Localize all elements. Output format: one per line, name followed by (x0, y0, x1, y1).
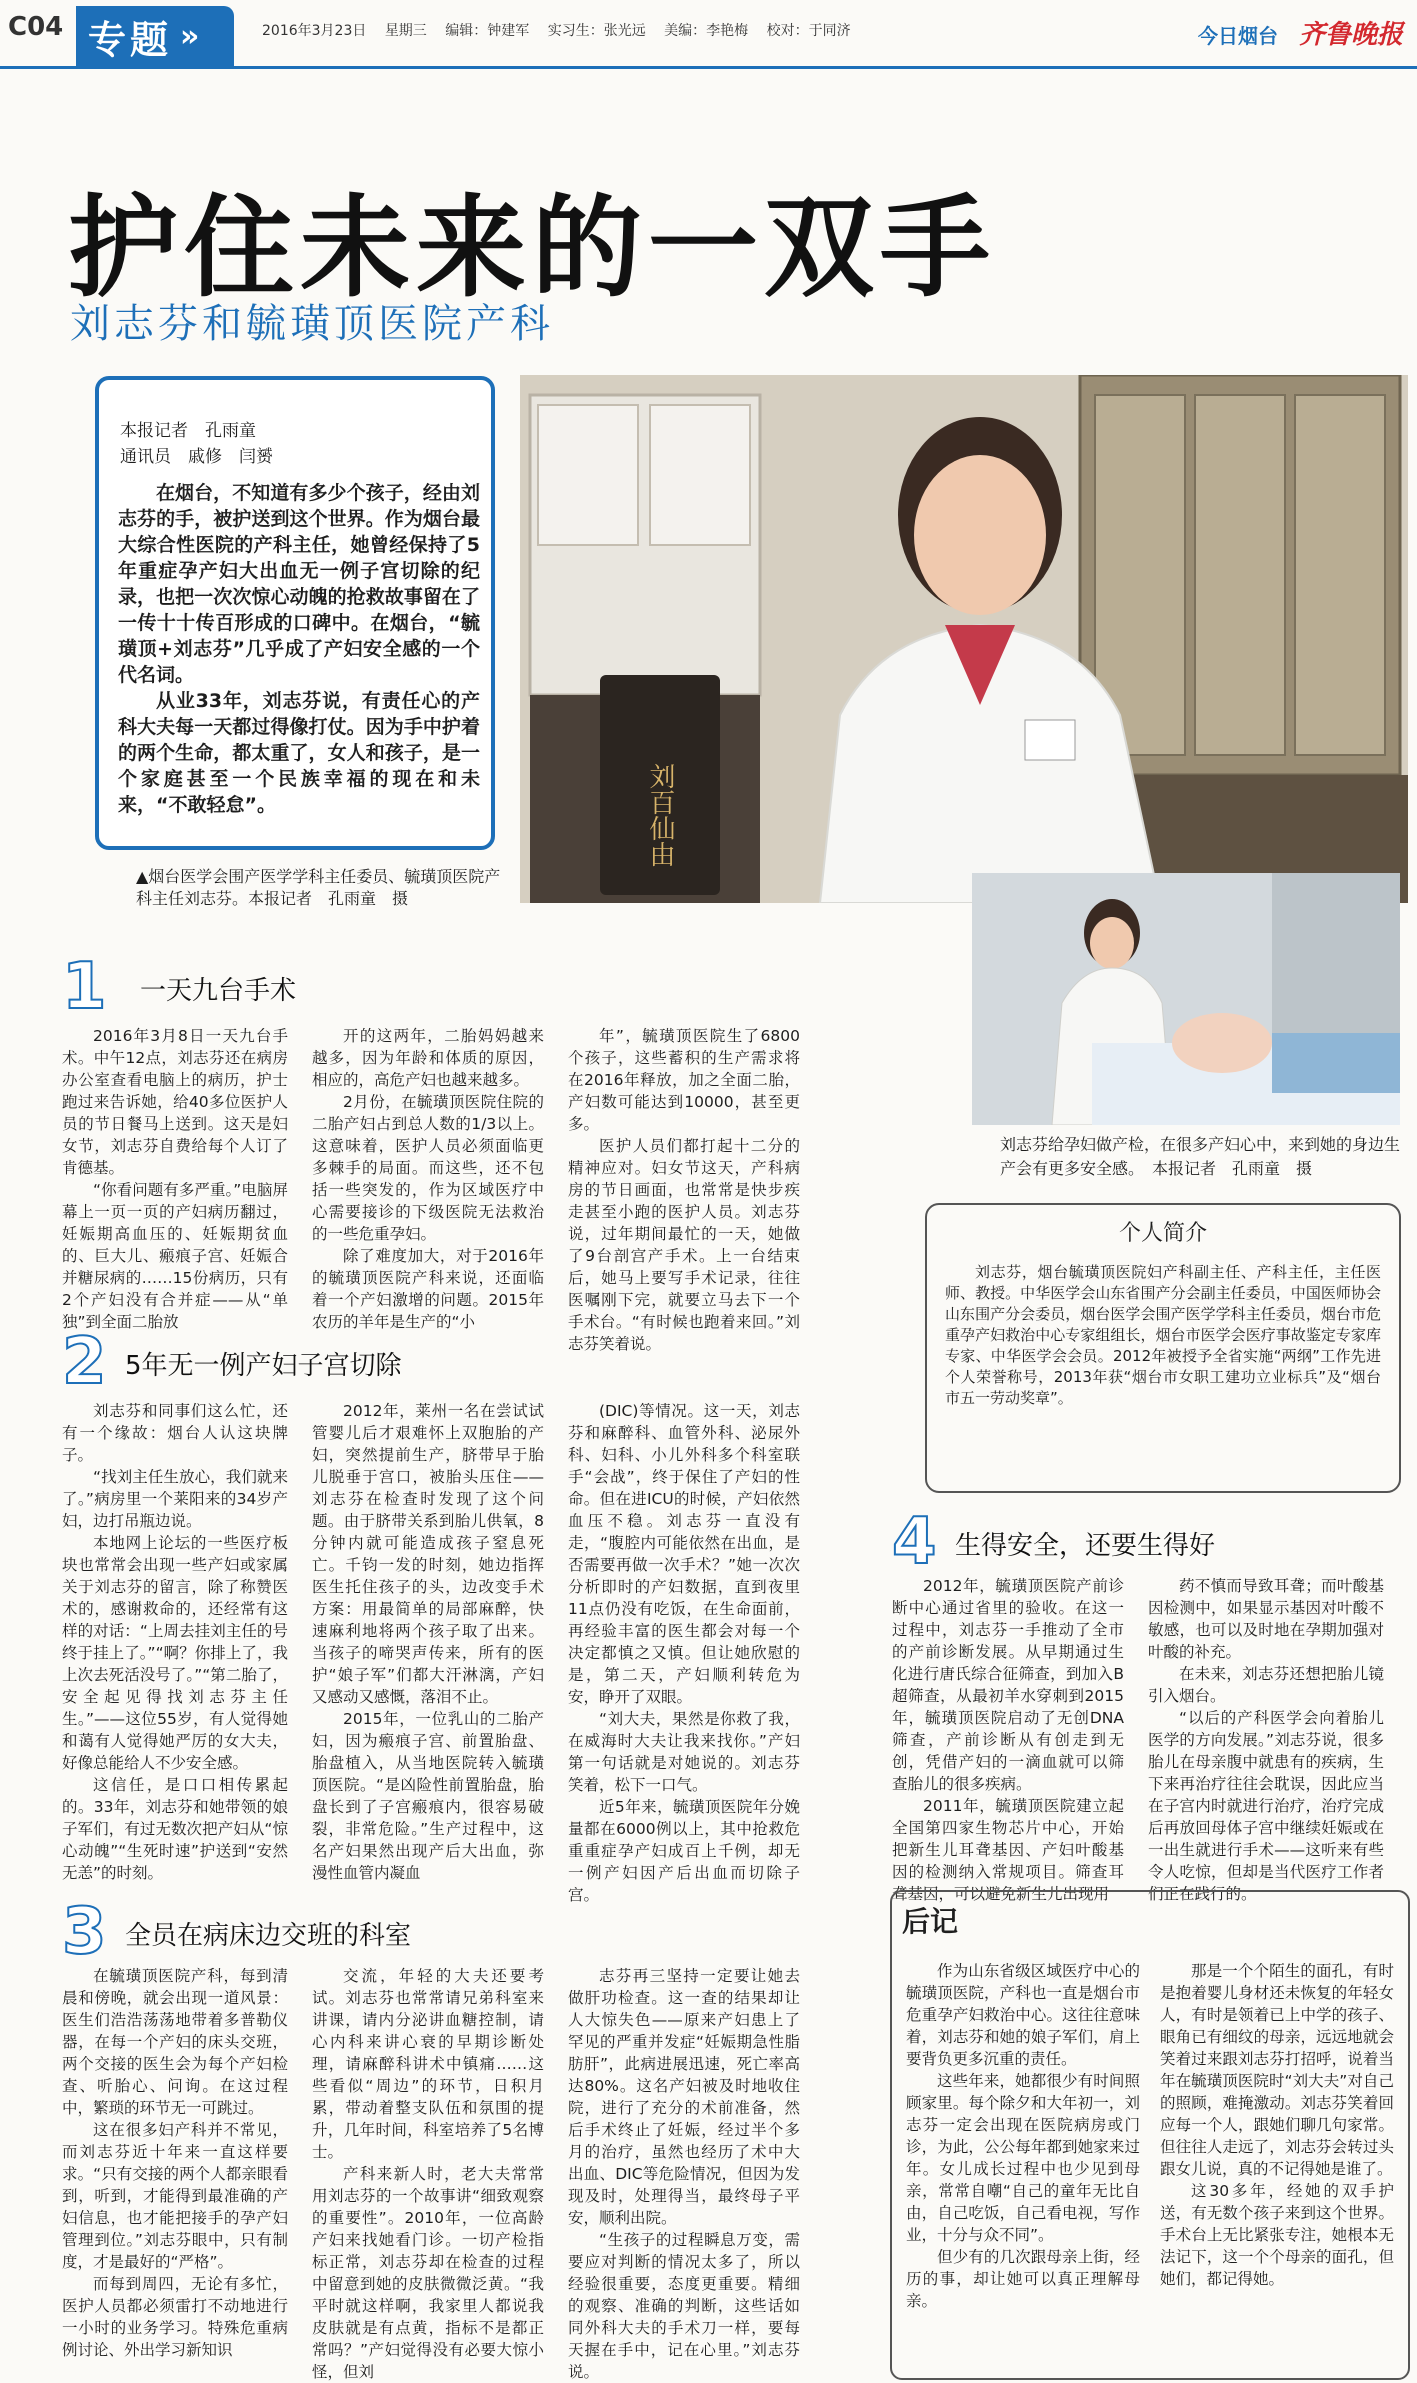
paragraph: 但少有的几次跟母亲上街，经历的事，却让她可以真正理解母亲。 (906, 2248, 1140, 2310)
section-title: 一天九台手术 (140, 976, 297, 1006)
paragraph: 2016年3月8日一天九台手术。中午12点，刘志芬还在病房办公室查看电脑上的病历，护士跑过来告诉她，给40多位医护人员的节日餐马上送到。这天是妇女节，刘志芬自费给每个人订了肯德基。 (62, 1027, 288, 1177)
paragraph: 在毓璜顶医院产科，每到清晨和傍晚，就会出现一道风景：医生们浩浩荡荡地带着多普勒仪器，在每一个产妇的床头交班，两个交接的医生会为每个产妇检查、听胎心、问询。在这过程中，繁琐的环节无一可跳过。 (62, 1967, 288, 2117)
calligraphy-plaque: 刘百仙由 (645, 763, 675, 867)
section-column (568, 1025, 800, 1355)
section-column (62, 1025, 288, 1333)
main-photo (520, 375, 1408, 903)
masthead-meta (262, 20, 865, 40)
paragraph: 志芬再三坚持一定要让她去做肝功检查。这一查的结果却让人大惊失色——原来产妇患上了罕见的严重并发症“妊娠期急性脂肪肝”，此病进展迅速，死亡率高达80%。这名产妇被及时地收住院，进行了充分的术前准备，然后手术终止了妊娠，经过半个多月的治疗，虽然也经历了术中大出血、DIC等危险情况，但因为发现及时，处理得当，最终母子平安，顺利出院。 (568, 1967, 800, 2227)
section-number: 4 (892, 1505, 937, 1579)
afterword-column (906, 1960, 1140, 2312)
paragraph: 这30多年，经她的双手护送，有无数个孩子来到这个世界。手术台上无比紧张专注，她根本无法记下，这一个个母亲的面孔，但她们，都记得她。 (1160, 2182, 1394, 2288)
doctor-portrait-illustration (520, 375, 1408, 903)
section-column (312, 1400, 544, 1884)
paragraph: 2012年，毓璜顶医院产前诊断中心通过省里的验收。在这一过程中，刘志芬一手推动了全市的产前诊断发展。从早期通过生化进行唐氏综合征筛查，到加入B超筛查，从最初羊水穿刺到2015年，毓璜顶医院启动了无创DNA筛查，产前诊断从有创走到无创，凭借产妇的一滴血就可以筛查胎儿的很多疾病。 (892, 1577, 1124, 1793)
exam-photo-caption: 刘志芬给孕妇做产检，在很多产妇心中，来到她的身边生产会有更多安全感。 本报记者 孔雨童 摄 (1000, 1135, 1401, 1178)
masthead-brand (1198, 14, 1403, 51)
section-title: 5年无一例产妇子宫切除 (125, 1351, 402, 1381)
paragraph: “以后的产科医学会向着胎儿医学的方向发展。”刘志芬说，很多胎儿在母亲腹中就患有的疾病，生下来再治疗往往会耽误，因此应当在子宫内时就进行治疗，治疗完成后再放回母体子宫中继续妊娠或在一出生就进行手术——这听来有些令人吃惊，但却是当代医疗工作者们正在践行的。 (1148, 1709, 1384, 1903)
paragraph: 产科来新人时，老大夫常常用刘志芬的一个故事讲“细致观察的重要性”。2010年，一位高龄产妇来找她看门诊。一切产检指标正常，刘志芬却在检查的过程中留意到她的皮肤微微泛黄。“我平时就这样啊，我家里人都说我皮肤就是有点黄，指标不是都正常吗？”产妇觉得没有必要大惊小怪，但刘 (312, 2165, 544, 2381)
intern-credit: 实习生：张光远 (547, 23, 646, 39)
paragraph: 除了难度加大，对于2016年的毓璜顶医院产科来说，还面临着一个产妇激增的问题。2015年农历的羊年是生产的“小 (312, 1247, 544, 1331)
headline: 护住未来的一双手 (68, 184, 996, 312)
main-photo-caption: ▲烟台医学会围产医学学科主任委员、毓璜顶医院产科主任刘志芬。本报记者 孔雨童 摄 (136, 867, 501, 908)
paragraph: “生孩子的过程瞬息万变，需要应对判断的情况太多了，所以经验很重要，态度更重要。精细的观察、准确的判断，这些话如同外科大夫的手术刀一样，要每天握在手中，记在心里。”刘志芬说。 (568, 2231, 800, 2381)
section-badge (76, 6, 234, 66)
section-column (1148, 1575, 1384, 1905)
afterword-column (1160, 1960, 1394, 2290)
paragraph: 近5年来，毓璜顶医院年分娩量都在6000例以上，其中抢救危重重症孕产妇成百上千例，却无一例产妇因产后出血而切除子宫。 (568, 1798, 800, 1904)
paragraph: “找刘主任生放心，我们就来了。”病房里一个莱阳来的34岁产妇，边打吊瓶边说。 (62, 1468, 288, 1530)
intro-lead (118, 480, 480, 818)
section-column (568, 1400, 800, 1906)
section-number: 1 (62, 950, 107, 1024)
paragraph: 这些年来，她都很少有时间照顾家里。每个除夕和大年初一，刘志芬一定会出现在医院病房或门诊，为此，公公每年都到她家来过年。女儿成长过程中也少见到母亲，常常自嘲“自己的童年无比自由，自己吃饭，自己看电视，写作业，十分与众不同”。 (906, 2072, 1140, 2244)
section-column (62, 1400, 288, 1884)
header-rule (0, 66, 1417, 69)
section-column (312, 1025, 544, 1333)
paragraph: 本地网上论坛的一些医疗板块也常常会出现一些产妇或家属关于刘志芬的留言，除了称赞医术的，感谢救命的，还经常有这样的对话：“上周去挂刘主任的号终于挂上了。”“啊？你排上了，我上次去死活没号了。”“第二胎了，安全起见得找刘志芬主任生。”——这位55岁，有人觉得她和蔼有人觉得她严厉的女大夫，好像总能给人不少安全感。 (62, 1534, 288, 1772)
paragraph: 年”，毓璜顶医院生了6800个孩子，这些蓄积的生产需求将在2016年释放，加之全面二胎，产妇数可能达到10000，甚至更多。 (568, 1027, 800, 1133)
exam-photo (972, 873, 1400, 1125)
paragraph: “刘大夫，果然是你救了我，在威海时大夫让我来找你。”产妇第一句话就是对她说的。刘志芬笑着，松下一口气。 (568, 1710, 800, 1794)
paragraph: “你看问题有多严重。”电脑屏幕上一页一页的产妇病历翻过，妊娠期高血压的、妊娠期贫血的、巨大儿、瘢痕子宫、妊娠合并糖尿病的……15份病历，只有2个产妇没有合并症——从“单独”到全面二胎放 (62, 1181, 288, 1331)
paragraph: 在未来，刘志芬还想把胎儿镜引入烟台。 (1148, 1665, 1384, 1705)
page-number: C04 (8, 12, 64, 42)
section-column (62, 1965, 288, 2361)
intro-byline (120, 418, 273, 470)
section-column (568, 1965, 800, 2383)
paragraph: 这在很多妇产科并不常见，而刘志芬近十年来一直这样要求。“只有交接的两个人都亲眼看到，听到，才能得到最准确的产妇信息，也才能把接手的孕产妇管理到位。”刘志芬眼中，只有制度，才是最好的“严格”。 (62, 2121, 288, 2271)
newspaper-logo: 齐鲁晚报 (1298, 20, 1403, 50)
paragraph: 刘志芬和同事们这么忙，还有一个缘故：烟台人认这块牌子。 (62, 1402, 288, 1464)
subheadline: 刘志芬和毓璜顶医院产科 (70, 301, 554, 347)
editor-credit: 编辑：钟建军 (445, 23, 530, 39)
paragraph: 作为山东省级区域医疗中心的毓璜顶医院，产科也一直是烟台市危重孕产妇救治中心。这往往意味着，刘志芬和她的娘子军们，肩上要背负更多沉重的责任。 (906, 1962, 1140, 2068)
paragraph: 药不慎而导致耳聋；而叶酸基因检测中，如果显示基因对叶酸不敏感，也可以及时地在孕期加强对叶酸的补充。 (1148, 1577, 1384, 1661)
correspondent-line: 通讯员 戚修 闫赟 (120, 447, 273, 467)
profile-text: 刘志芬，烟台毓璜顶医院妇产科副主任、产科主任，主任医师、教授。中华医学会山东省围产分会副主任委员，中国医师协会山东围产分会委员，烟台医学会围产医学学科主任委员，烟台市危重孕产妇救治中心专家组组长，烟台市医学会医疗事故鉴定专家库专家、中华医学会会员。2012年被授予全省实施“两纲”工作先进个人荣誉称号，2013年获“烟台市女职工建功立业标兵”及“烟台市五一劳动奖章”。 (945, 1263, 1381, 1407)
issue-weekday: 星期三 (384, 23, 427, 39)
section-label: 专题 (88, 17, 173, 62)
prenatal-exam-illustration (972, 873, 1400, 1125)
afterword-title: 后记 (902, 1905, 959, 1938)
issue-date: 2016年3月23日 (262, 23, 367, 39)
paragraph: 2012年，莱州一名在尝试试管婴儿后才艰难怀上双胞胎的产妇，突然提前生产，脐带早于胎儿脱垂于宫口，被胎头压住——刘志芬在检查时发现了这个问题。由于脐带关系到胎儿供氧，8分钟内就可能造成孩子窒息死亡。千钧一发的时刻，她边指挥医生托住孩子的头，边改变手术方案：用最简单的局部麻醉，快速麻利地将两个孩子取了出来。当孩子的啼哭声传来，所有的医护“娘子军”们都大汗淋漓，产妇又感动又感慨，落泪不止。 (312, 1402, 544, 1706)
paragraph: 这信任，是口口相传累起的。33年，刘志芬和她带领的娘子军们，有过无数次把产妇从“惊心动魄”“生死时速”护送到“安然无恙”的时刻。 (62, 1776, 288, 1882)
section-column (892, 1575, 1124, 1905)
section-number: 3 (62, 1895, 107, 1969)
section-number: 2 (62, 1325, 107, 1399)
paragraph: (DIC)等情况。这一天，刘志芬和麻醉科、血管外科、泌尿外科、妇科、小儿外科多个科室联手“会战”，终于保住了产妇的性命。但在进ICU的时候，产妇依然血压不稳。刘志芬一直没有走，“腹腔内可能依然在出血，是否需要再做一次手术？”她一次次分析即时的产妇数据，直到夜里11点仍没有吃饭，在生命面前，再经验丰富的医生都会对每一个决定都慎之又慎。但让她欣慰的是，第二天，产妇顺利转危为安，睁开了双眼。 (568, 1402, 800, 1706)
section-title: 全员在病床边交班的科室 (125, 1921, 412, 1951)
paragraph: 2011年，毓璜顶医院建立起全国第四家生物芯片中心，开始把新生儿耳聋基因、产妇叶酸基因的检测纳入常规项目。筛查耳聋基因，可以避免新生儿出现用 (892, 1797, 1124, 1903)
paragraph: 医护人员们都打起十二分的精神应对。妇女节这天，产科病房的节日画面，也常常是快步疾走甚至小跑的医护人员。刘志芬说，过年期间最忙的一天，她做了9台剖宫产手术。上一台结束后，她马上要写手术记录，往往医嘱刚下完，就要立马去下一个手术台。“有时候也跑着来回。”刘志芬笑着说。 (568, 1137, 800, 1353)
section-title: 生得安全，还要生得好 (955, 1531, 1216, 1561)
art-credit: 美编：李艳梅 (664, 23, 749, 39)
double-chevron-icon: » (180, 18, 194, 54)
profile-title: 个人简介 (1118, 1221, 1207, 1246)
paragraph: 2月份，在毓璜顶医院住院的二胎产妇占到总人数的1/3以上。这意味着，医护人员必须面临更多棘手的局面。而这些，还不包括一些突发的，作为区域医疗中心需要接诊的下级医院无法救治的一些危重孕妇。 (312, 1093, 544, 1243)
paragraph: 那是一个个陌生的面孔，有时是抱着婴儿身材还未恢复的年轻女人，有时是领着已上中学的孩子、眼角已有细纹的母亲，远远地就会笑着过来跟刘志芬打招呼，说着当年在毓璜顶医院时“刘大夫”对自己的照顾，难掩激动。刘志芬笑着回应每一个人，跟她们聊几句家常。但往往人走远了，刘志芬会转过头跟女儿说，真的不记得她是谁了。 (1160, 1962, 1394, 2178)
reporter-line: 本报记者 孔雨童 (120, 421, 256, 441)
proof-credit: 校对：于同济 (766, 23, 851, 39)
paragraph: 开的这两年，二胎妈妈越来越多，因为年龄和体质的原因，相应的，高危产妇也越来越多。 (312, 1027, 544, 1089)
paragraph: 交流，年轻的大夫还要考试。刘志芬也常常请兄弟科室来讲课，请内分泌讲血糖控制，请心内科来讲心衰的早期诊断处理，请麻醉科讲术中镇痛……这些看似“周边”的环节，日积月累，带动着整支队伍和氛围的提升，几年时间，科室培养了5名博士。 (312, 1967, 544, 2161)
intro-paragraph: 在烟台，不知道有多少个孩子，经由刘志芬的手，被护送到这个世界。作为烟台最大综合性医院的产科主任，她曾经保持了5年重症孕产妇大出血无一例子宫切除的纪录，也把一次次惊心动魄的抢救故事留在了一传十十传百形成的口碑中。在烟台，“毓璜顶+刘志芬”几乎成了产妇安全感的一个代名词。 (118, 482, 480, 686)
paragraph: 2015年，一位乳山的二胎产妇，因为瘢痕子宫、前置胎盘、胎盘植入，从当地医院转入毓璜顶医院。“是凶险性前置胎盘，胎盘长到了子宫瘢痕内，很容易破裂，非常危险。”生产过程中，这名产妇果然出现产后大出血，弥漫性血管内凝血 (312, 1710, 544, 1882)
section-column (312, 1965, 544, 2383)
intro-paragraph: 从业33年，刘志芬说，有责任心的产科大夫每一天都过得像打仗。因为手中护着的两个生命，都太重了，女人和孩子，是一个家庭甚至一个民族幸福的现在和未来，“不敢轻怠”。 (118, 690, 480, 816)
paragraph: 而每到周四，无论有多忙，医护人员都必须雷打不动地进行一小时的业务学习。特殊危重病例讨论、外出学习新知识 (62, 2275, 288, 2359)
edition-name: 今日烟台 (1198, 24, 1279, 48)
